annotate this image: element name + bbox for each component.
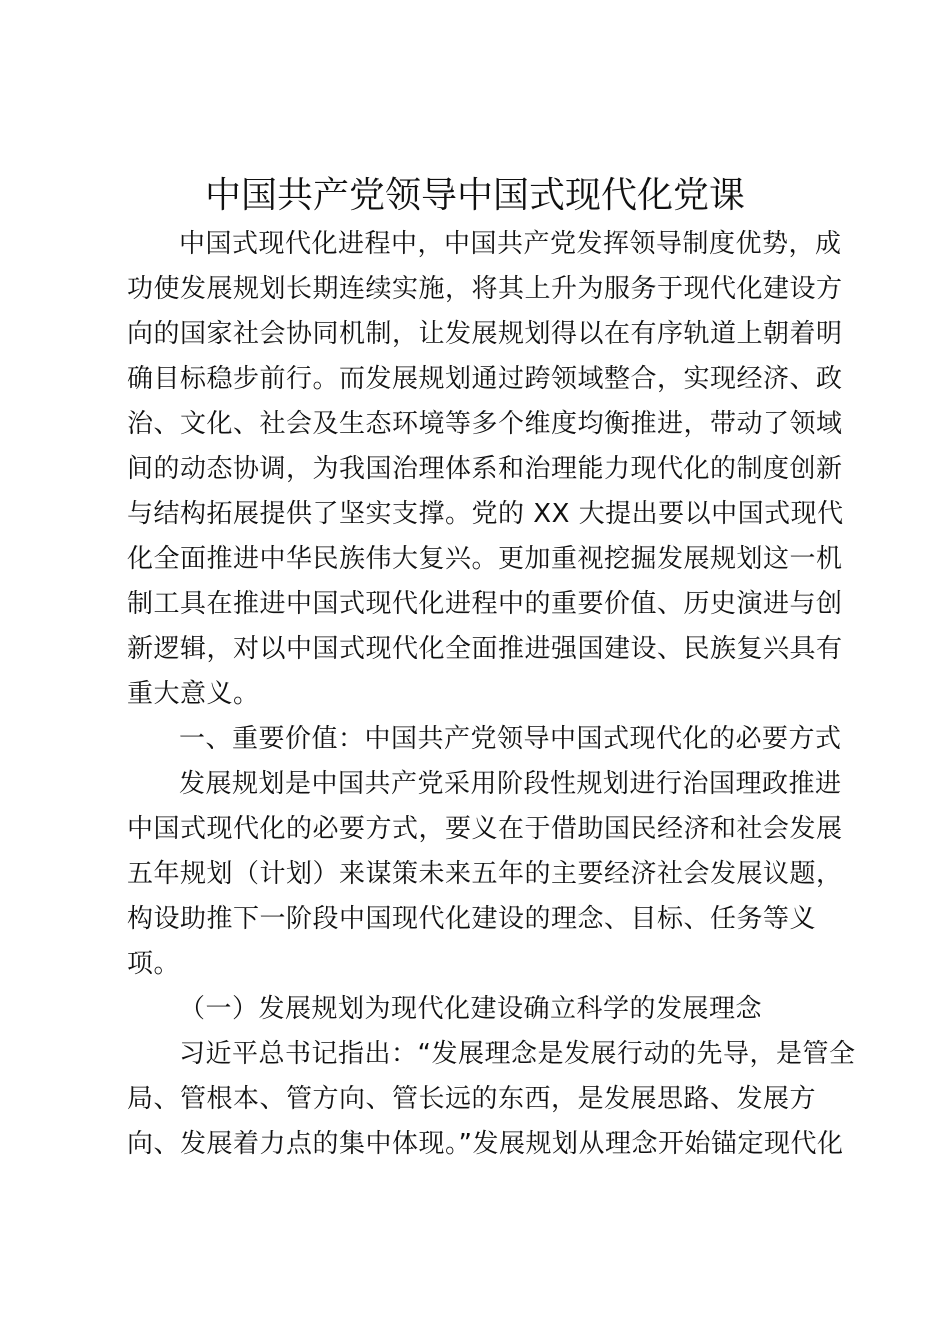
text-line: 局、管根本、管方向、管长远的东西，是发展思路、发展方 [127,1084,817,1114]
subsection-heading: （一）发展规划为现代化建设确立科学的发展理念 [179,994,763,1024]
paragraph-section1 [127,762,843,987]
text-line: 间的动态协调，为我国治理体系和治理能力现代化的制度创新 [127,454,843,484]
paragraph-intro [127,222,844,717]
text-line: 构设助推下一阶段中国现代化建设的理念、目标、任务等义 [127,904,817,934]
text-line: 发展规划是中国共产党采用阶段性规划进行治国理政推进 [179,769,842,799]
text-line: 确目标稳步前行。而发展规划通过跨领域整合，实现经济、政 [127,364,843,394]
text-line: 五年规划（计划）来谋策未来五年的主要经济社会发展议题， [127,859,843,889]
text-line: 重大意义。 [127,679,260,709]
paragraph-subsection1 [127,1032,856,1167]
text-line: 治、文化、社会及生态环境等多个维度均衡推进，带动了领域 [127,409,843,439]
text-line: 功使发展规划长期连续实施，将其上升为服务于现代化建设方 [127,274,843,304]
text-line: 中国式现代化进程中，中国共产党发挥领导制度优势，成 [179,229,842,259]
section-heading: 一、重要价值：中国共产党领导中国式现代化的必要方式 [179,724,842,754]
document-body [127,222,856,1167]
text-line: 项。 [127,949,181,979]
text-line: 向、发展着力点的集中体现。”发展规划从理念开始锚定现代化 [127,1129,844,1159]
text-line: 向的国家社会协同机制，让发展规划得以在有序轨道上朝着明 [127,319,843,349]
text-line: 习近平总书记指出：“发展理念是发展行动的先导，是管全 [179,1039,856,1069]
text-line: 化全面推进中华民族伟大复兴。更加重视挖掘发展规划这一机 [127,544,843,574]
text-line: 新逻辑，对以中国式现代化全面推进强国建设、民族复兴具有 [127,634,843,664]
text-line: 与结构拓展提供了坚实支撑。党的 XX 大提出要以中国式现代 [127,499,844,529]
document-title: 中国共产党领导中国式现代化党课 [204,175,745,216]
text-line: 中国式现代化的必要方式，要义在于借助国民经济和社会发展 [127,814,843,844]
text-line: 制工具在推进中国式现代化进程中的重要价值、历史演进与创 [127,589,843,619]
